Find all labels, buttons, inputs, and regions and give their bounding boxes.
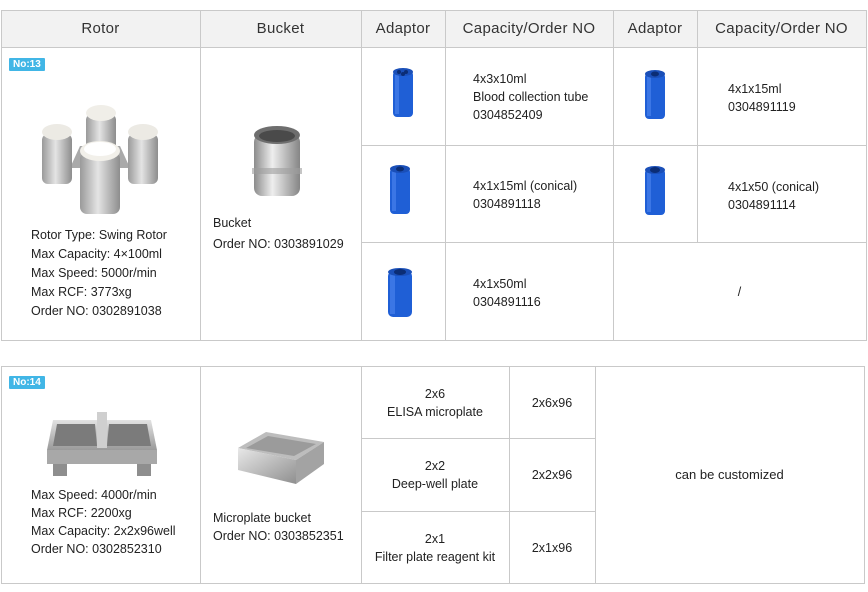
header-adaptor-2: Adaptor: [627, 20, 683, 37]
rotor13-spec-rcf: Max RCF: 3773xg: [31, 285, 132, 299]
plate-type-cell: [361, 439, 509, 511]
header-capacity-1: Capacity/Order NO: [462, 20, 596, 37]
microplate-bucket-image: [236, 428, 326, 488]
plate-format: 2x6: [424, 386, 446, 401]
adaptor-tube-icon: [644, 166, 666, 216]
adaptor-order-no: 0304852409: [473, 108, 543, 122]
bucket13-order: Order NO: 0303891029: [213, 237, 344, 251]
plate-capacity: 2x2x96: [531, 468, 573, 482]
plate-capacity: 2x6x96: [531, 395, 573, 410]
adaptor-order-no: 0304891116: [473, 295, 541, 309]
adaptor-cell: [473, 275, 541, 311]
plate-name: Deep-well plate: [391, 477, 479, 491]
plate-type-cell: [361, 512, 509, 583]
bucket14-order: Order NO: 0303852351: [213, 529, 344, 543]
adaptor-description: Blood collection tube: [473, 90, 589, 104]
bucket-image: [252, 124, 302, 202]
rotor-number-badge: No:14: [9, 376, 45, 389]
plate-name: ELISA microplate: [387, 404, 483, 419]
header-rotor: Rotor: [81, 20, 120, 37]
adaptor-capacity: 4x1x50 (conical): [728, 180, 820, 194]
custom-note: can be customized: [675, 467, 784, 482]
plate-format: 2x2: [424, 459, 446, 473]
rotor14-spec-capacity: Max Capacity: 2x2x96well: [31, 524, 176, 538]
header-adaptor-1: Adaptor: [375, 20, 431, 37]
adaptor-cell: [473, 70, 588, 124]
rotor13-spec-capacity: Max Capacity: 4×100ml: [31, 247, 162, 261]
adaptor-capacity: 4x1x15ml (conical): [473, 179, 578, 193]
adaptor-capacity: 4x1x50ml: [473, 277, 527, 291]
empty-cell: /: [737, 284, 742, 299]
rotor13-spec-order: Order NO: 0302891038: [31, 304, 162, 318]
adaptor-capacity: 4x1x15ml: [728, 82, 782, 96]
rotor14-spec-order: Order NO: 0302852310: [31, 542, 162, 556]
plate-name: Filter plate reagent kit: [374, 549, 496, 564]
rotor-number-badge: No:13: [9, 58, 45, 71]
adaptor-cell: [728, 178, 819, 214]
header-capacity-2: Capacity/Order NO: [715, 20, 848, 37]
rotor14-spec-speed: Max Speed: 4000r/min: [31, 488, 157, 502]
adaptor-order-no: 0304891119: [728, 100, 796, 114]
bucket13-name: Bucket: [213, 216, 252, 230]
rotor13-spec-type: Rotor Type: Swing Rotor: [31, 228, 167, 242]
swing-rotor-image: [36, 104, 164, 216]
rotor14-spec-rcf: Max RCF: 2200xg: [31, 506, 132, 520]
adaptor-tube-icon: [392, 68, 414, 118]
adaptor-tube-icon: [644, 70, 666, 120]
adaptor-cell: [473, 177, 577, 213]
plate-capacity: 2x1x96: [531, 540, 573, 555]
adaptor-order-no: 0304891114: [728, 198, 796, 212]
adaptor-capacity: 4x3x10ml: [473, 72, 527, 86]
bucket14-name: Microplate bucket: [213, 511, 311, 525]
header-bucket: Bucket: [256, 20, 305, 37]
adaptor-cell: [728, 80, 796, 116]
rotor13-spec-speed: Max Speed: 5000r/min: [31, 266, 157, 280]
plate-type-cell: [361, 367, 509, 438]
plate-format: 2x1: [424, 531, 446, 546]
adaptor-tube-icon: [389, 165, 411, 215]
adaptor-tube-icon: [387, 268, 413, 318]
microplate-rotor-image: [45, 406, 159, 478]
adaptor-order-no: 0304891118: [473, 197, 541, 211]
